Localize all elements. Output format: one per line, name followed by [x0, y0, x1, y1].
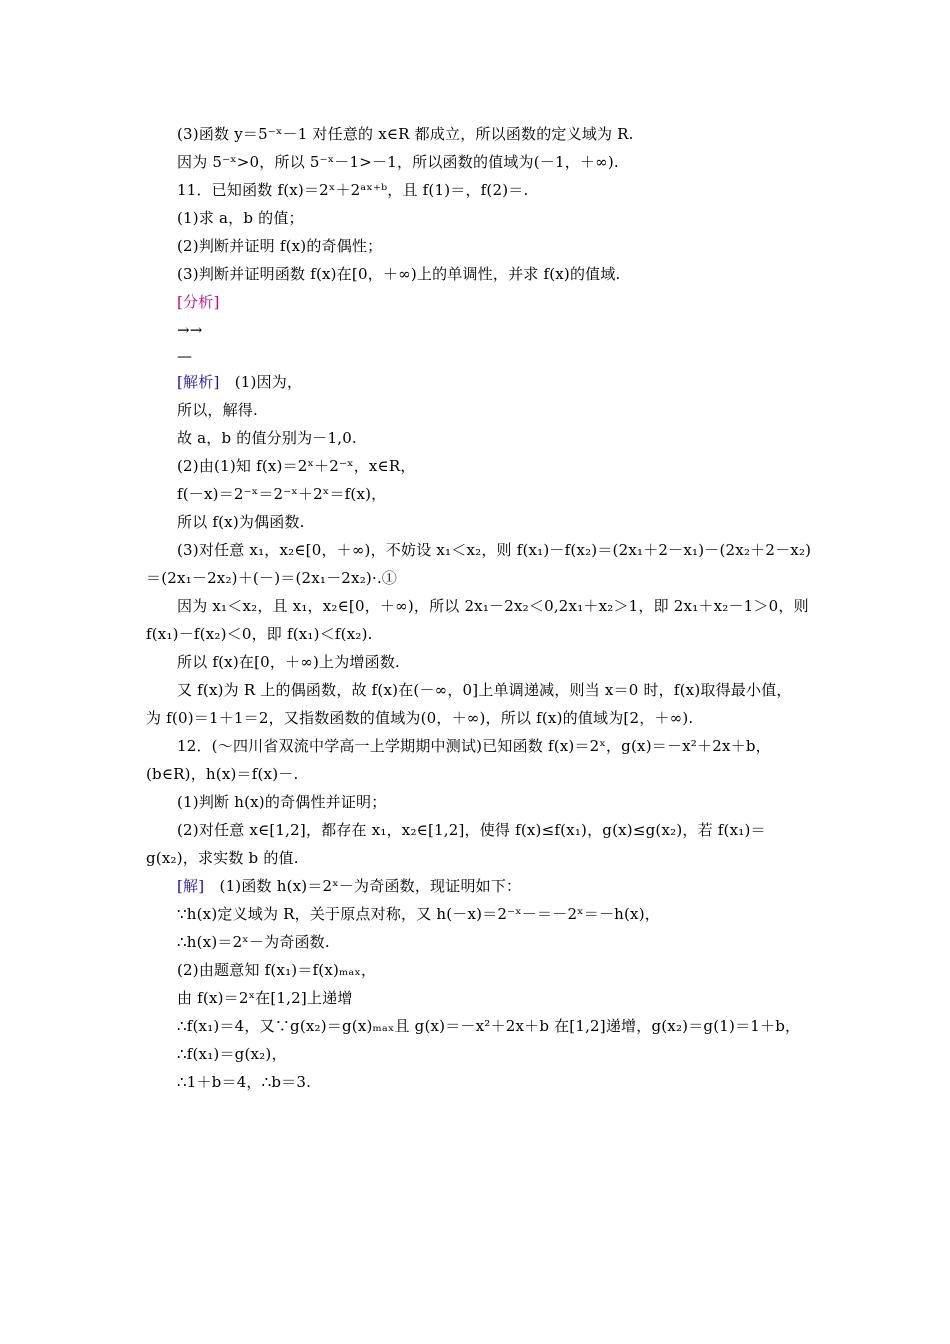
text-line: 所以 f(x)为偶函数.	[177, 513, 305, 531]
text-line: 所以，解得.	[177, 401, 258, 419]
text-line: (3)对任意 x₁，x₂∈[0，＋∞)，不妨设 x₁＜x₂，则 f(x₁)－f(x₂)＝(2x₁＋2－x₁)－(2x₂＋2－x₂)	[177, 541, 812, 559]
text-line: ∴f(x₁)＝4，又∵g(x₂)＝g(x)ₘₐₓ且 g(x)＝－x²＋2x＋b 在[1,2]递增，g(x₂)＝g(1)＝1＋b，	[177, 1017, 801, 1035]
text-line: 所以 f(x)在[0，＋∞)上为增函数.	[177, 653, 400, 671]
text-line: (3)函数 y＝5⁻ˣ－1 对任意的 x∈R 都成立，所以函数的定义域为 R.	[177, 125, 634, 143]
text-line: (1)判断 h(x)的奇偶性并证明；	[177, 793, 387, 811]
text-line: 因为 5⁻ˣ>0，所以 5⁻ˣ－1>－1，所以函数的值域为(－1，＋∞).	[177, 153, 619, 171]
text-line: (2)由(1)知 f(x)＝2ˣ＋2⁻ˣ，x∈R，	[177, 457, 416, 475]
text-line: ∴f(x₁)＝g(x₂)，	[177, 1045, 287, 1063]
problem-12-heading: 12．(～四川省双流中学高一上学期期中测试)已知函数 f(x)＝2ˣ，g(x)＝－x²＋2x＋b，	[177, 737, 771, 755]
analysis-line	[177, 292, 220, 312]
text-line: 为 f(0)＝1＋1＝2，又指数函数的值域为(0，＋∞)，所以 f(x)的值域为[2，＋∞).	[146, 709, 694, 727]
text-line: 由 f(x)＝2ˣ在[1,2]上递增	[177, 989, 353, 1007]
text-line: ∵h(x)定义域为 R，关于原点对称，又 h(－x)＝2⁻ˣ－＝－2ˣ＝－h(x)，	[177, 905, 660, 923]
text-line: →→	[177, 321, 203, 339]
text-line: 因为 x₁＜x₂，且 x₁，x₂∈[0，＋∞)，所以 2x₁－2x₂＜0,2x₁＋x₂＞1，即 2x₁＋x₂－1＞0，则	[177, 597, 809, 615]
text-line: ∴h(x)＝2ˣ－为奇函数.	[177, 933, 330, 951]
text-line: f(x₁)－f(x₂)＜0，即 f(x₁)＜f(x₂).	[146, 625, 373, 643]
text-line: ∴1＋b＝4，∴b＝3.	[177, 1073, 312, 1091]
text-line: (b∈R)，h(x)＝f(x)－.	[146, 765, 299, 783]
text-line: (1)求 a，b 的值；	[177, 209, 304, 227]
solution-line: [解析] (1)因为，	[177, 373, 303, 391]
text-line: 又 f(x)为 R 上的偶函数，故 f(x)在(－∞，0]上单调递减，则当 x＝0 时，f(x)取得最小值，	[177, 681, 792, 699]
analysis-tag: [分析]	[177, 293, 220, 311]
answer-line: [解] (1)函数 h(x)＝2ˣ－为奇函数，现证明如下：	[177, 877, 522, 895]
text-line: (2)对任意 x∈[1,2]，都存在 x₁，x₂∈[1,2]，使得 f(x)≤f(x₁)，g(x)≤g(x₂)，若 f(x₁)＝	[177, 821, 766, 839]
solution-tag: [解析]	[177, 373, 220, 391]
text-line: ＝(2x₁－2x₂)＋(－)＝(2x₁－2x₂)·.①	[146, 569, 398, 587]
text-line: (2)判断并证明 f(x)的奇偶性；	[177, 237, 383, 255]
problem-11-heading: 11．已知函数 f(x)＝2ˣ＋2ᵃˣ⁺ᵇ，且 f(1)＝，f(2)＝.	[177, 181, 529, 199]
text-line: g(x₂)，求实数 b 的值.	[146, 849, 299, 867]
text-line: 故 a，b 的值分别为－1,0.	[177, 429, 357, 447]
answer-tag: [解]	[177, 877, 205, 895]
text-line: (2)由题意知 f(x₁)＝f(x)ₘₐₓ，	[177, 961, 377, 979]
text-line: (3)判断并证明函数 f(x)在[0，＋∞)上的单调性，并求 f(x)的值域.	[177, 265, 621, 283]
text-line: f(－x)＝2⁻ˣ＝2⁻ˣ＋2ˣ＝f(x)，	[177, 485, 387, 503]
text-line: —	[177, 347, 193, 365]
